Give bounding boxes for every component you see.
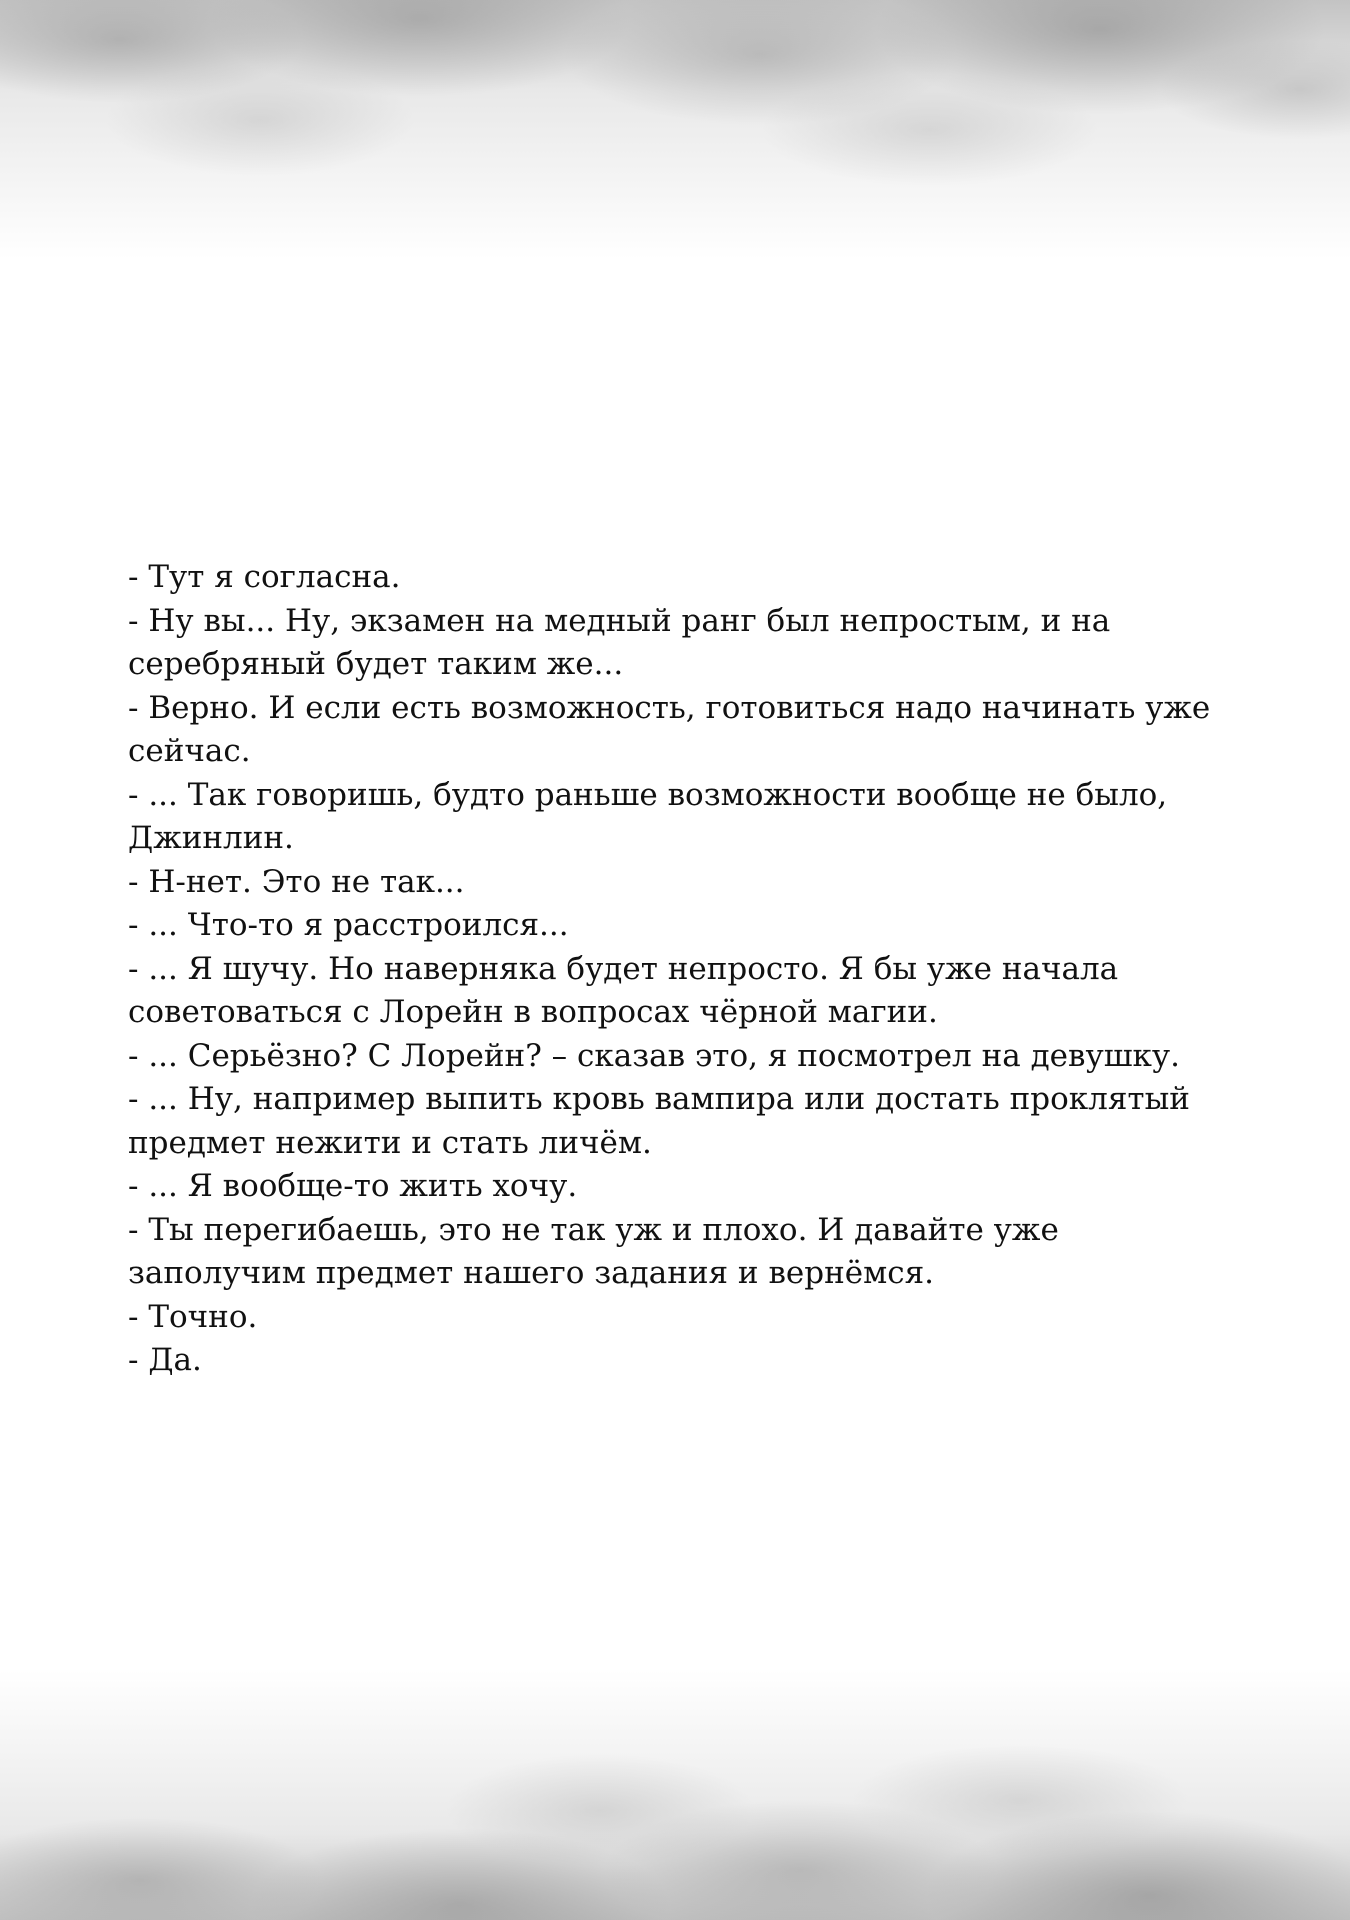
text-line: - ... Ну, например выпить кровь вампира или достать проклятый: [128, 1081, 1190, 1117]
text-line: - Н-нет. Это не так...: [128, 863, 465, 900]
dialogue-text-block: [128, 556, 1228, 1383]
stone-texture-top: [0, 0, 1350, 260]
text-line: - Точно.: [128, 1298, 258, 1335]
text-line: - ... Я вообще-то жить хочу.: [128, 1168, 578, 1204]
text-line: - Ну вы... Ну, экзамен на медный ранг был непростым, и на: [128, 602, 1111, 639]
text-line: - Тут я согласна.: [128, 559, 401, 595]
text-line: - ... Серьёзно? С Лорейн? – сказав это, я посмотрел на девушку.: [128, 1037, 1181, 1074]
text-line: серебряный будет таким же...: [128, 646, 624, 682]
text-line: - Ты перегибаешь, это не так уж и плохо. И давайте уже: [128, 1211, 1059, 1248]
text-line: - ... Я шучу. Но наверняка будет непросто. Я бы уже начала: [128, 950, 1119, 987]
text-line: сейчас.: [128, 733, 251, 769]
text-line: - ... Так говоришь, будто раньше возможности вообще не было,: [128, 776, 1168, 813]
text-line: - Да.: [128, 1342, 202, 1378]
text-line: - ... Что-то я расстроился...: [128, 907, 569, 943]
text-line: предмет нежити и стать личём.: [128, 1124, 652, 1161]
text-line: Джинлин.: [128, 820, 294, 856]
text-line: заполучим предмет нашего задания и вернёмся.: [128, 1255, 934, 1291]
text-line: советоваться с Лорейн в вопросах чёрной магии.: [128, 994, 938, 1030]
text-line: - Верно. И если есть возможность, готовиться надо начинать уже: [128, 689, 1211, 726]
stone-texture-bottom: [0, 1670, 1350, 1920]
